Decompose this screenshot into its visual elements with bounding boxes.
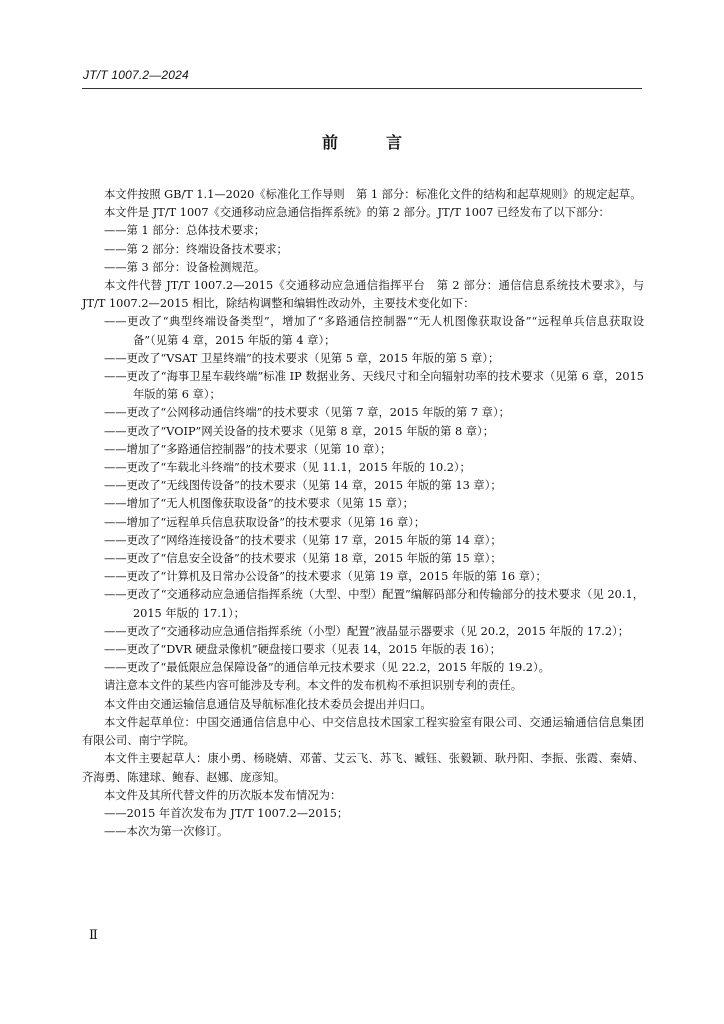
paragraph: 本文件起草单位：中国交通通信信息中心、中交信息技术国家工程实验室有限公司、交通运输通信信息集团有限公司、南宁学院。 bbox=[82, 715, 644, 748]
paragraph: 本文件由交通运输信息通信及导航标准化技术委员会提出并归口。 bbox=[104, 697, 432, 711]
list-item: ——增加了“远程单兵信息获取设备”的技术要求（见第 16 章）； bbox=[104, 515, 426, 529]
paragraph: 本文件代替 JT/T 1007.2—2015《交通移动应急通信指挥平台 第 2 部分：通信信息系统技术要求》，与 JT/T 1007.2—2015 相比，除结构调整和编辑性改动外，主要技术变化如下： bbox=[82, 279, 644, 311]
list-item: ——更改了“信息安全设备”的技术要求（见第 18 章，2015 年版的第 15 章）； bbox=[104, 552, 502, 566]
paragraph: 请注意本文件的某些内容可能涉及专利。本文件的发布机构不承担识别专利的责任。 bbox=[104, 679, 522, 693]
list-item: ——增加了“无人机图像获取设备”的技术要求（见第 15 章）； bbox=[104, 497, 414, 511]
title-char-1: 前 bbox=[321, 133, 338, 152]
list-item: ——更改了“公网移动通信终端”的技术要求（见第 7 章，2015 年版的第 7 章）； bbox=[104, 406, 510, 420]
list-item: ——更改了“车载北斗终端”的技术要求（见 11.1，2015 年版的 10.2）； bbox=[104, 461, 471, 475]
list-item: ——更改了“交通移动应急通信指挥系统（大型、中型）配置”编解码部分和传输部分的技术要求（见 20.1，2015 年版的 17.1）； bbox=[104, 588, 644, 620]
paragraph: 本文件及其所代替文件的历次版本发布情况为： bbox=[104, 788, 342, 802]
page-title bbox=[0, 130, 724, 153]
page-number: Ⅱ bbox=[89, 928, 98, 943]
list-item: ——第 3 部分：设备检测规范。 bbox=[104, 260, 266, 274]
list-item: ——第 2 部分：终端设备技术要求； bbox=[104, 242, 288, 256]
list-item: ——2015 年首次发布为 JT/T 1007.2—2015； bbox=[104, 806, 349, 820]
title-char-2: 言 bbox=[386, 133, 403, 152]
list-item: ——更改了“VOIP”网关设备的技术要求（见第 8 章，2015 年版的第 8 章）； bbox=[104, 424, 494, 438]
list-item: ——更改了“最低限应急保障设备”的通信单元技术要求（见 22.2，2015 年版的 19.2）。 bbox=[104, 661, 550, 675]
list-item: ——更改了“网络连接设备”的技术要求（见第 17 章，2015 年版的第 14 章）； bbox=[104, 533, 502, 547]
list-item: ——更改了“DVR 硬盘录像机”硬盘接口要求（见表 14，2015 年版的表 16）； bbox=[104, 643, 502, 657]
list-item: ——更改了“无线图传设备”的技术要求（见第 14 章，2015 年版的第 13 章）； bbox=[104, 479, 502, 493]
list-item: ——更改了“交通移动应急通信指挥系统（小型）配置”液晶显示器要求（见 20.2，2015 年版的 17.2）； bbox=[104, 624, 630, 638]
list-item: ——更改了“计算机及日常办公设备”的技术要求（见第 19 章，2015 年版的第 16 章）； bbox=[104, 570, 547, 584]
list-item: ——增加了“多路通信控制器”的技术要求（见第 10 章）； bbox=[104, 442, 392, 456]
list-item: ——更改了“典型终端设备类型”，增加了“多路通信控制器”“无人机图像获取设备”“远程单兵信息获取设备”（见第 4 章，2015 年版的第 4 章）； bbox=[104, 315, 644, 347]
header-divider bbox=[82, 88, 642, 89]
list-item: ——更改了“VSAT 卫星终端”的技术要求（见第 5 章，2015 年版的第 5 章）； bbox=[104, 351, 500, 365]
paragraph: 本文件是 JT/T 1007《交通移动应急通信指挥系统》的第 2 部分。JT/T 1007 已经发布了以下部分： bbox=[104, 206, 610, 220]
document-code: JT/T 1007.2—2024 bbox=[83, 68, 189, 82]
list-item: ——更改了“海事卫星车载终端”标准 IP 数据业务、天线尺寸和全向辐射功率的技术要求（见第 6 章，2015 年版的第 6 章）； bbox=[104, 370, 644, 402]
foreword-body bbox=[82, 186, 644, 841]
list-item: ——第 1 部分：总体技术要求； bbox=[104, 224, 266, 238]
list-item: ——本次为第一次修订。 bbox=[104, 825, 229, 839]
paragraph: 本文件主要起草人：康小勇、杨晓婧、邓蕾、艾云飞、苏飞、臧钰、张毅颖、耿丹阳、李振、张霞、秦婧、齐海勇、陈建球、鲍春、赵娜、庞彦知。 bbox=[82, 752, 644, 784]
paragraph: 本文件按照 GB/T 1.1—2020《标准化工作导则 第 1 部分：标准化文件的结构和起草规则》的规定起草。 bbox=[104, 188, 642, 201]
